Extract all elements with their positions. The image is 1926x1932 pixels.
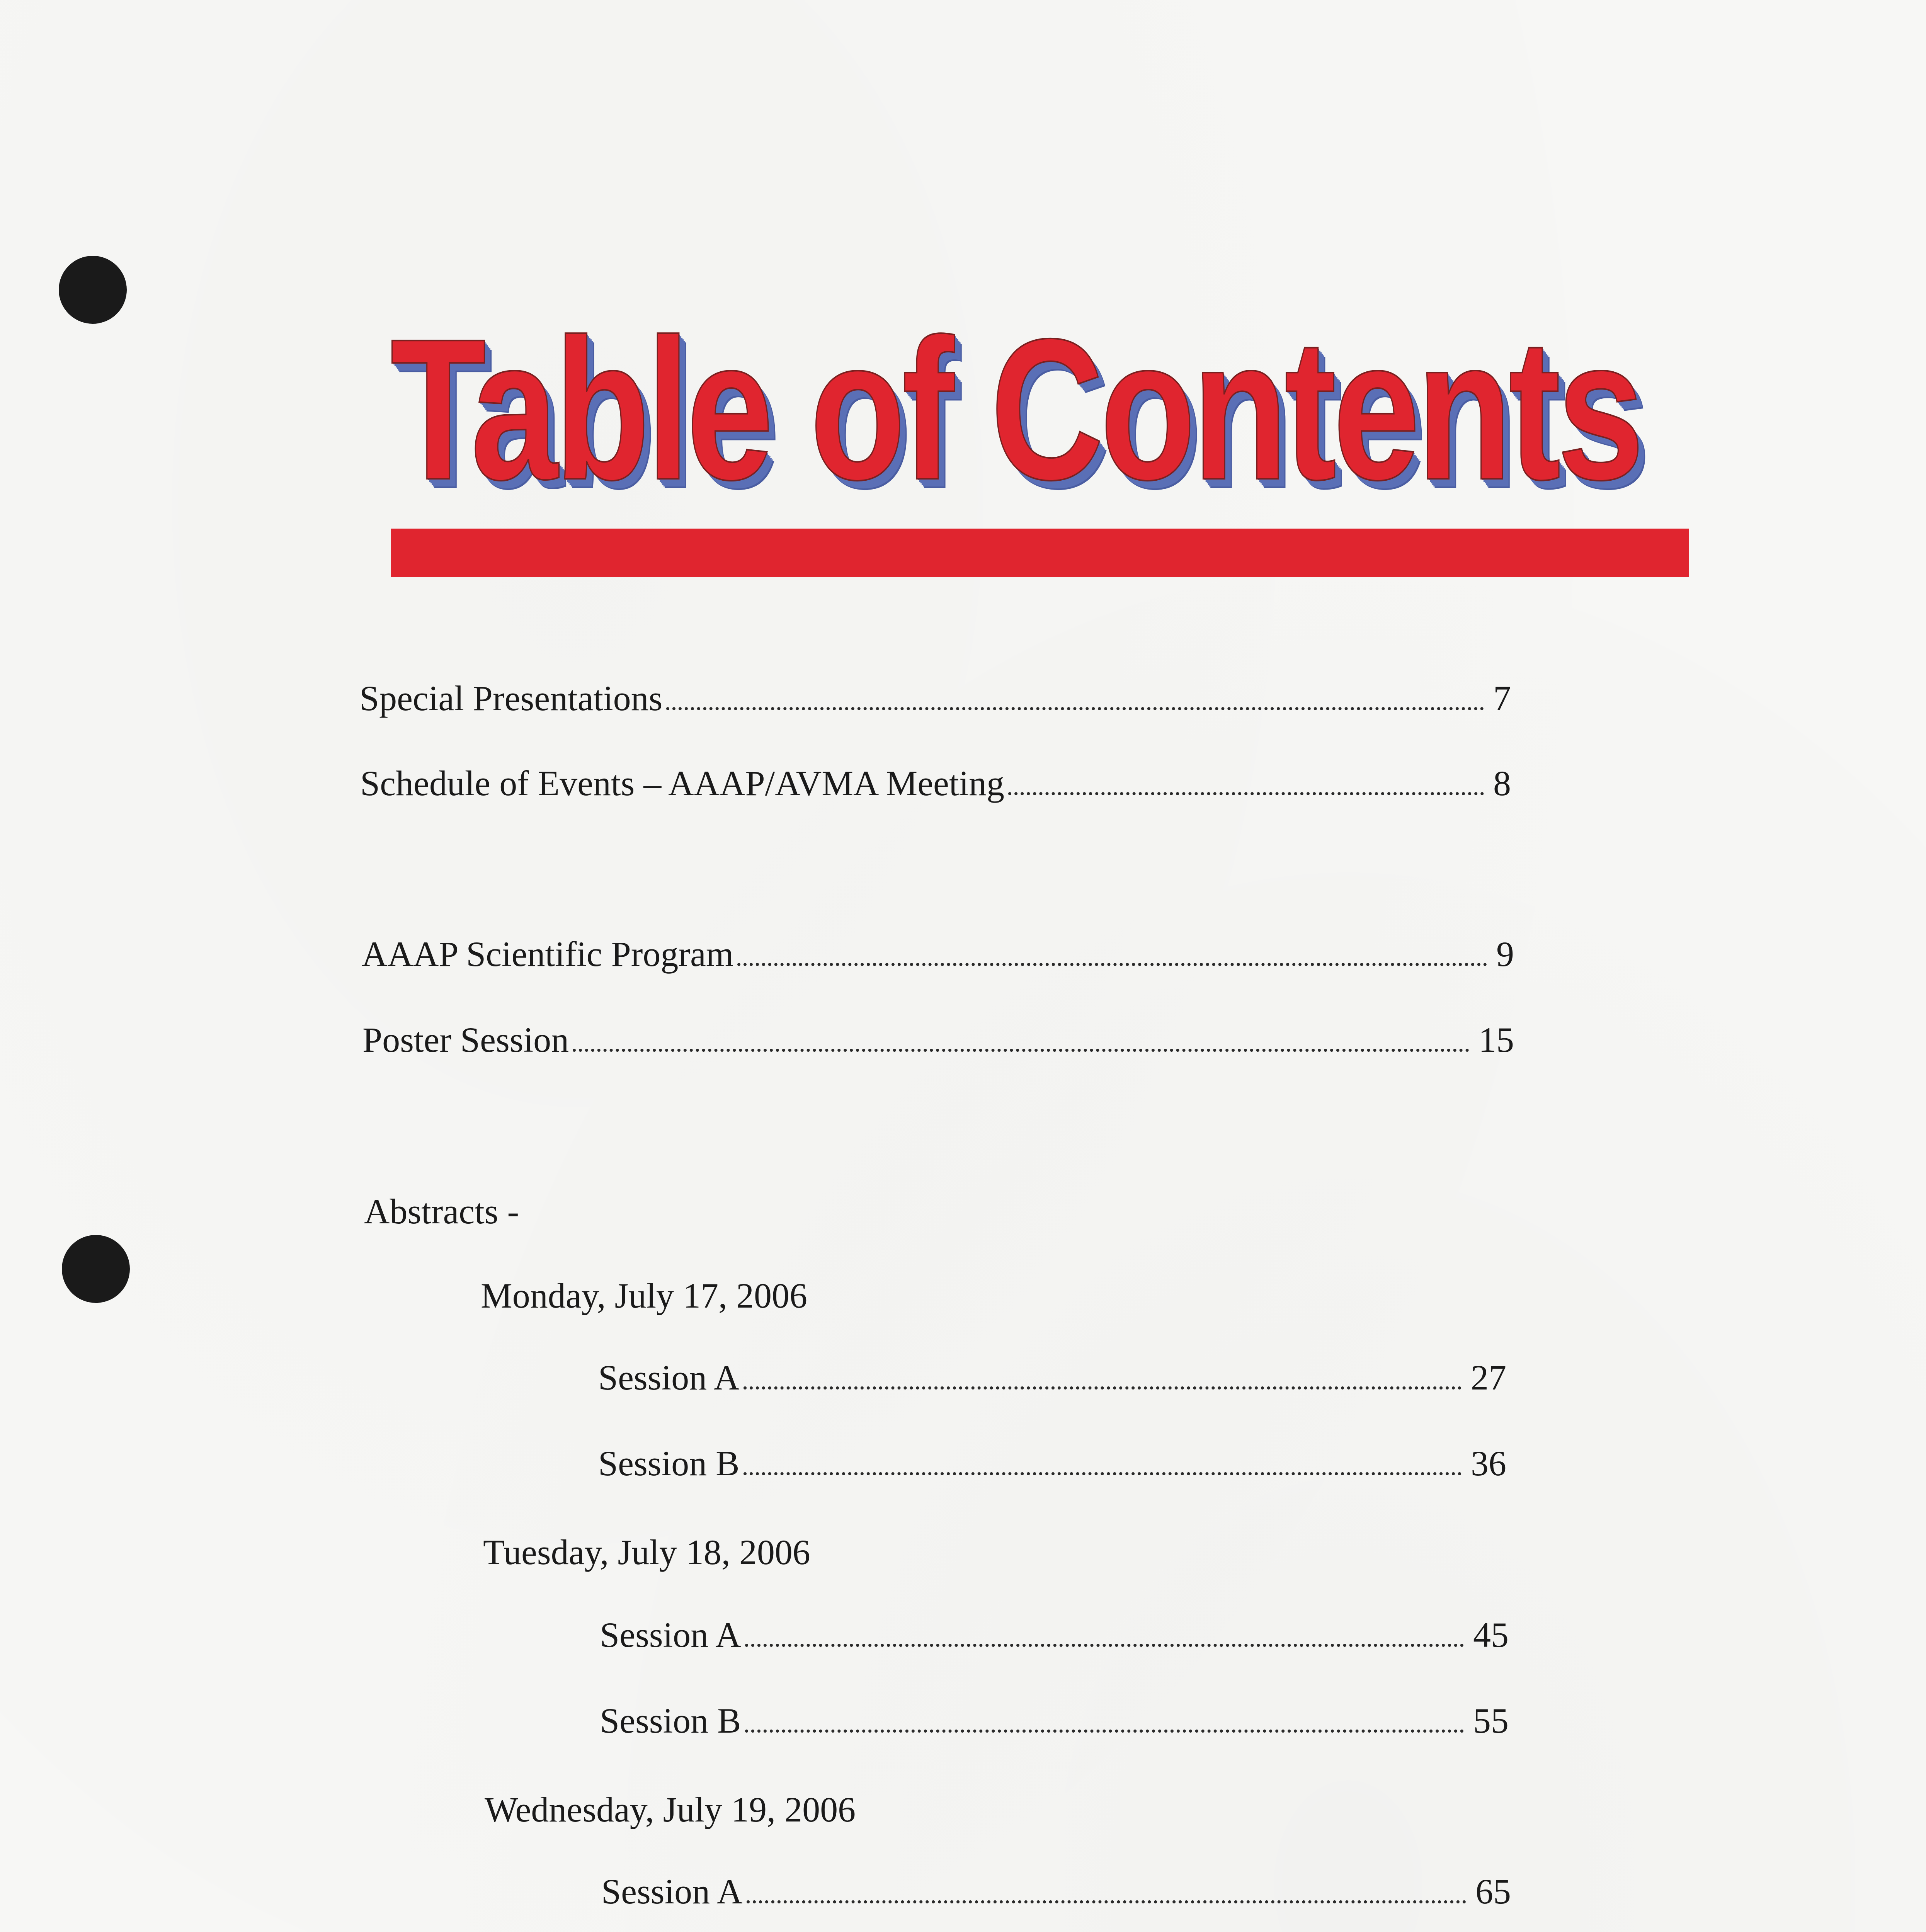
dot-leader — [737, 963, 1487, 966]
toc-entry-page: 9 — [1496, 934, 1514, 974]
toc-entry-poster-session — [362, 1019, 1514, 1061]
toc-entry-page: 8 — [1493, 764, 1511, 803]
toc-entry-scientific-program — [362, 933, 1514, 975]
toc-entry-page: 65 — [1475, 1872, 1511, 1911]
toc-entry-page: 55 — [1473, 1701, 1509, 1740]
toc-entry-monday-session-b — [598, 1442, 1506, 1485]
page-title: Table of Contents — [390, 297, 1641, 522]
toc-entry-label: Schedule of Events – AAAP/AVMA Meeting — [360, 764, 1005, 803]
day-heading-tuesday: Tuesday, July 18, 2006 — [483, 1532, 810, 1572]
dot-leader — [745, 1644, 1464, 1647]
day-heading-wednesday: Wednesday, July 19, 2006 — [485, 1790, 856, 1829]
toc-entry-label: Session A — [600, 1615, 741, 1655]
toc-entry-label: Poster Session — [362, 1020, 569, 1060]
toc-entry-page: 15 — [1479, 1020, 1514, 1060]
dot-leader — [666, 707, 1484, 710]
toc-entry-tuesday-session-b — [600, 1699, 1509, 1742]
toc-entry-schedule-of-events — [360, 762, 1511, 804]
toc-entry-tuesday-session-a — [600, 1614, 1509, 1656]
dot-leader — [744, 1472, 1462, 1475]
toc-entry-monday-session-a — [598, 1356, 1506, 1399]
day-heading-monday: Monday, July 17, 2006 — [481, 1276, 808, 1315]
dot-leader — [573, 1049, 1469, 1052]
dot-leader — [744, 1386, 1462, 1389]
dot-leader — [745, 1730, 1464, 1733]
toc-entry-special-presentations — [359, 677, 1511, 719]
toc-entry-page: 27 — [1471, 1358, 1506, 1397]
dot-leader — [747, 1900, 1466, 1903]
toc-entry-wednesday-session-a — [601, 1870, 1511, 1913]
toc-entry-label: AAAP Scientific Program — [362, 934, 734, 974]
toc-entry-label: Special Presentations — [359, 679, 663, 718]
toc-entry-page: 7 — [1493, 679, 1511, 718]
abstracts-heading: Abstracts - — [364, 1192, 519, 1231]
toc-entry-label: Session A — [598, 1358, 740, 1397]
toc-entry-page: 36 — [1471, 1444, 1506, 1483]
toc-entry-label: Session B — [600, 1701, 741, 1740]
toc-entry-label: Session A — [601, 1872, 743, 1911]
dot-leader — [1008, 792, 1484, 795]
toc-entry-label: Session B — [598, 1444, 740, 1483]
toc-entry-page: 45 — [1473, 1615, 1509, 1655]
